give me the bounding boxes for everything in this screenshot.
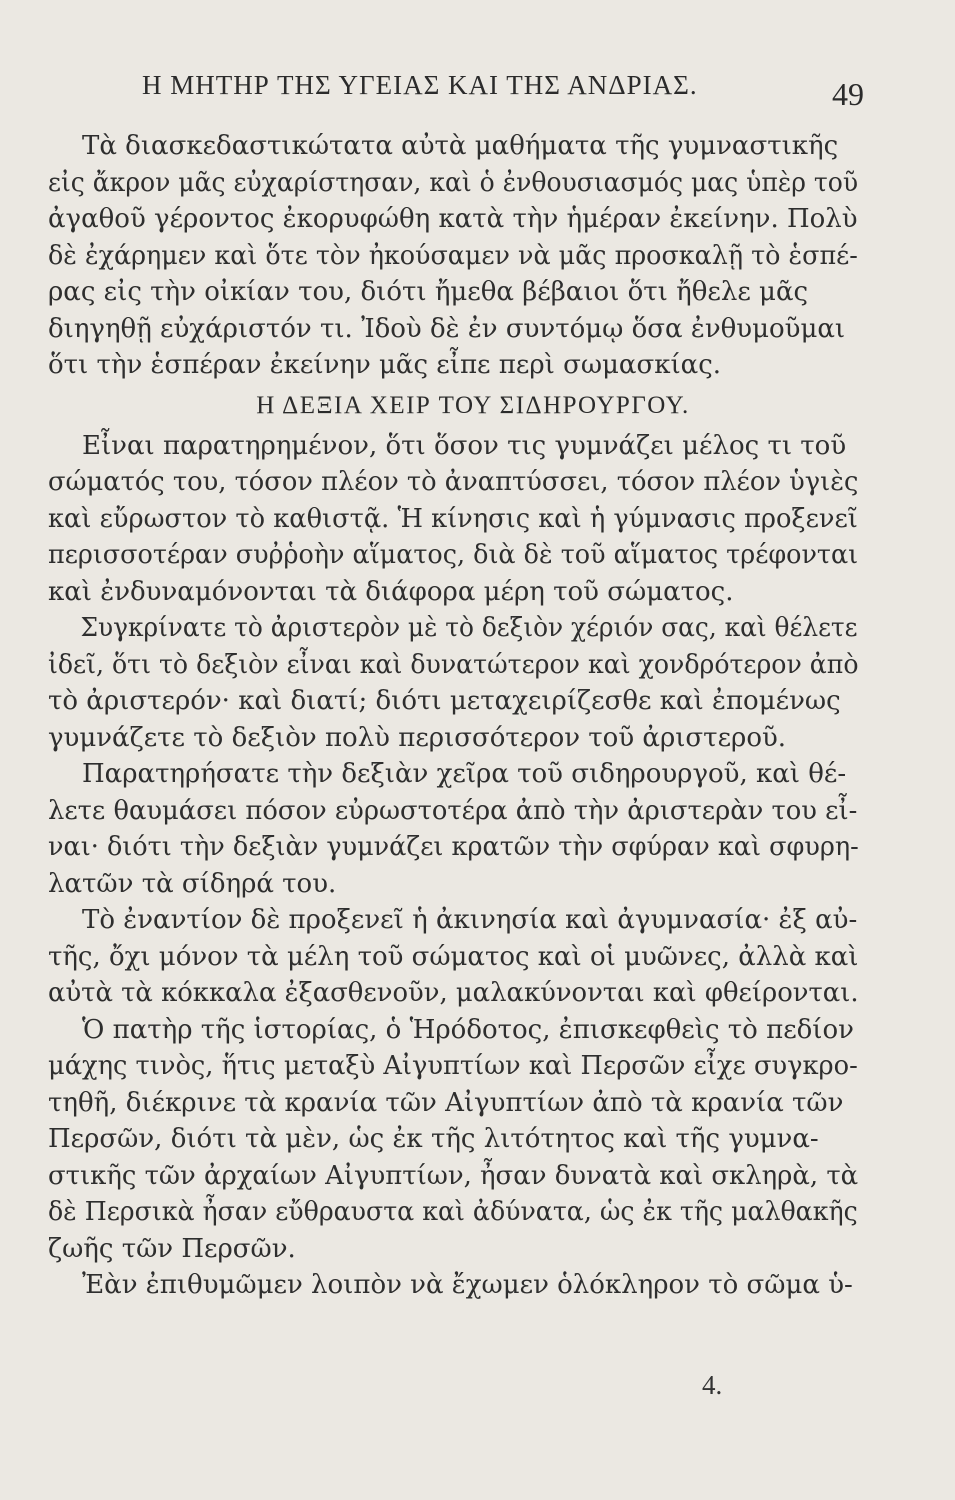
- text-line: ζωῆς τῶν Περσῶν.: [48, 1233, 296, 1264]
- text-line: περισσοτέραν συῤῥοὴν αἵματος, διὰ δὲ τοῦ αἵματος τρέφονται: [48, 540, 859, 570]
- page-header: [130, 64, 870, 112]
- text-line: Ἐὰν ἐπιθυμῶμεν λοιπὸν νὰ ἔχωμεν ὁλόκληρον τὸ σῶμα ὑ-: [82, 1270, 853, 1300]
- text-line: καὶ ἐνδυναμόνονται τὰ διάφορα μέρη τοῦ σώματος.: [48, 576, 734, 607]
- paragraph-7: [48, 1267, 858, 1304]
- text-line: τηθῆ, διέκρινε τὰ κρανία τῶν Αἰγυπτίων ἀπὸ τὰ κρανία τῶν: [48, 1087, 844, 1118]
- page-number: 49: [832, 76, 864, 112]
- text-line: γυμνάζετε τὸ δεξιὸν πολὺ περισσότερον τοῦ ἀριστεροῦ.: [48, 722, 787, 753]
- text-line: λετε θαυμάσει πόσον εὐρωστοτέρα ἀπὸ τὴν ἀριστερὰν του εἶ-: [48, 795, 858, 826]
- text-line: Ὁ πατὴρ τῆς ἱστορίας, ὁ Ἡρόδοτος, ἐπισκεφθεὶς τὸ πεδίον: [82, 1014, 854, 1045]
- text-line: ἰδεῖ, ὅτι τὸ δεξιὸν εἶναι καὶ δυνατώτερον καὶ χονδρότερον ἀπὸ: [48, 649, 859, 680]
- paragraph-2: [48, 428, 858, 611]
- text-line: μάχης τινὸς, ἥτις μεταξὺ Αἰγυπτίων καὶ Περσῶν εἶχε συγκρο-: [48, 1051, 858, 1081]
- text-line: Παρατηρήσατε τὴν δεξιὰν χεῖρα τοῦ σιδηρουργοῦ, καὶ θέ-: [82, 759, 847, 789]
- text-line: δὲ Περσικὰ ἦσαν εὔθραυστα καὶ ἀδύνατα, ὡς ἐκ τῆς μαλθακῆς: [48, 1197, 858, 1227]
- text-line: Τὰ διασκεδαστικώτατα αὐτὰ μαθήματα τῆς γυμναστικῆς: [82, 131, 839, 161]
- section-heading: Η ΔΕΞΙΑ ΧΕΙΡ ΤΟΥ ΣΙΔΗΡΟΥΡΓΟΥ.: [256, 391, 690, 419]
- text-line: Συγκρίνατε τὸ ἀριστερὸν μὲ τὸ δεξιὸν χέριόν σας, καὶ θέλετε: [80, 613, 858, 643]
- text-line: Τὸ ἐναντίον δὲ προξενεῖ ἡ ἀκινησία καὶ ἀγυμνασία· ἐξ αὐ-: [82, 905, 858, 935]
- text-line: αὐτὰ τὰ κόκκαλα ἐξασθενοῦν, μαλακύνονται καὶ φθείρονται.: [48, 978, 859, 1008]
- running-head: Η ΜΗΤΗΡ ΤΗΣ ΥΓΕΙΑΣ ΚΑΙ ΤΗΣ ΑΝΔΡΙΑΣ.: [142, 70, 698, 100]
- paragraph-4: [48, 756, 858, 902]
- text-line: δὲ ἐχάρημεν καὶ ὅτε τὸν ἠκούσαμεν νὰ μᾶς προσκαλῇ τὸ ἑσπέ-: [48, 240, 858, 271]
- text-line: καὶ εὔρωστον τὸ καθιστᾷ. Ἡ κίνησις καὶ ἡ γύμνασις προξενεῖ: [48, 503, 858, 534]
- paragraph-1: [48, 128, 858, 384]
- signature-mark: 4.: [702, 1370, 723, 1400]
- paragraph-3: [48, 610, 858, 756]
- text-line: ὅτι τὴν ἑσπέραν ἐκείνην μᾶς εἶπε περὶ σωμασκίας.: [48, 350, 722, 380]
- text-line: στικῆς τῶν ἀρχαίων Αἰγυπτίων, ἦσαν δυνατὰ καὶ σκληρὰ, τὰ: [48, 1160, 859, 1191]
- text-line: Εἶναι παρατηρημένον, ὅτι ὅσον τις γυμνάζει μέλος τι τοῦ: [82, 430, 847, 461]
- text-line: σώματός του, τόσον πλέον τὸ ἀναπτύσσει, τόσον πλέον ὑγιὲς: [48, 467, 859, 497]
- text-line: τὸ ἀριστερόν· καὶ διατί; διότι μεταχειρίζεσθε καὶ ἐπομένως: [48, 686, 841, 716]
- text-line: ναι· διότι τὴν δεξιὰν γυμνάζει κρατῶν τὴν σφύραν καὶ σφυρη-: [48, 832, 859, 862]
- paragraph-5: [48, 902, 858, 1012]
- text-line: Περσῶν, διότι τὰ μὲν, ὡς ἐκ τῆς λιτότητος καὶ τῆς γυμνα-: [48, 1124, 819, 1154]
- text-line: ἀγαθοῦ γέροντος ἐκορυφώθη κατὰ τὴν ἡμέραν ἐκείνην. Πολὺ: [48, 204, 858, 234]
- text-line: διηγηθῇ εὐχάριστόν τι. Ἰδοὺ δὲ ἐν συντόμῳ ὅσα ἐνθυμοῦμαι: [48, 313, 846, 344]
- text-line: τῆς, ὄχι μόνον τὰ μέλη τοῦ σώματος καὶ οἱ μυῶνες, ἀλλὰ καὶ: [48, 941, 859, 972]
- text-line: ρας εἰς τὴν οἰκίαν του, διότι ἤμεθα βέβαιοι ὅτι ἤθελε μᾶς: [48, 277, 809, 307]
- text-line: λατῶν τὰ σίδηρά του.: [48, 868, 337, 899]
- paragraph-6: [48, 1012, 858, 1268]
- body-text: [48, 128, 858, 1304]
- text-line: εἰς ἄκρον μᾶς εὐχαρίστησαν, καὶ ὁ ἐνθουσιασμός μας ὑπὲρ τοῦ: [48, 167, 859, 198]
